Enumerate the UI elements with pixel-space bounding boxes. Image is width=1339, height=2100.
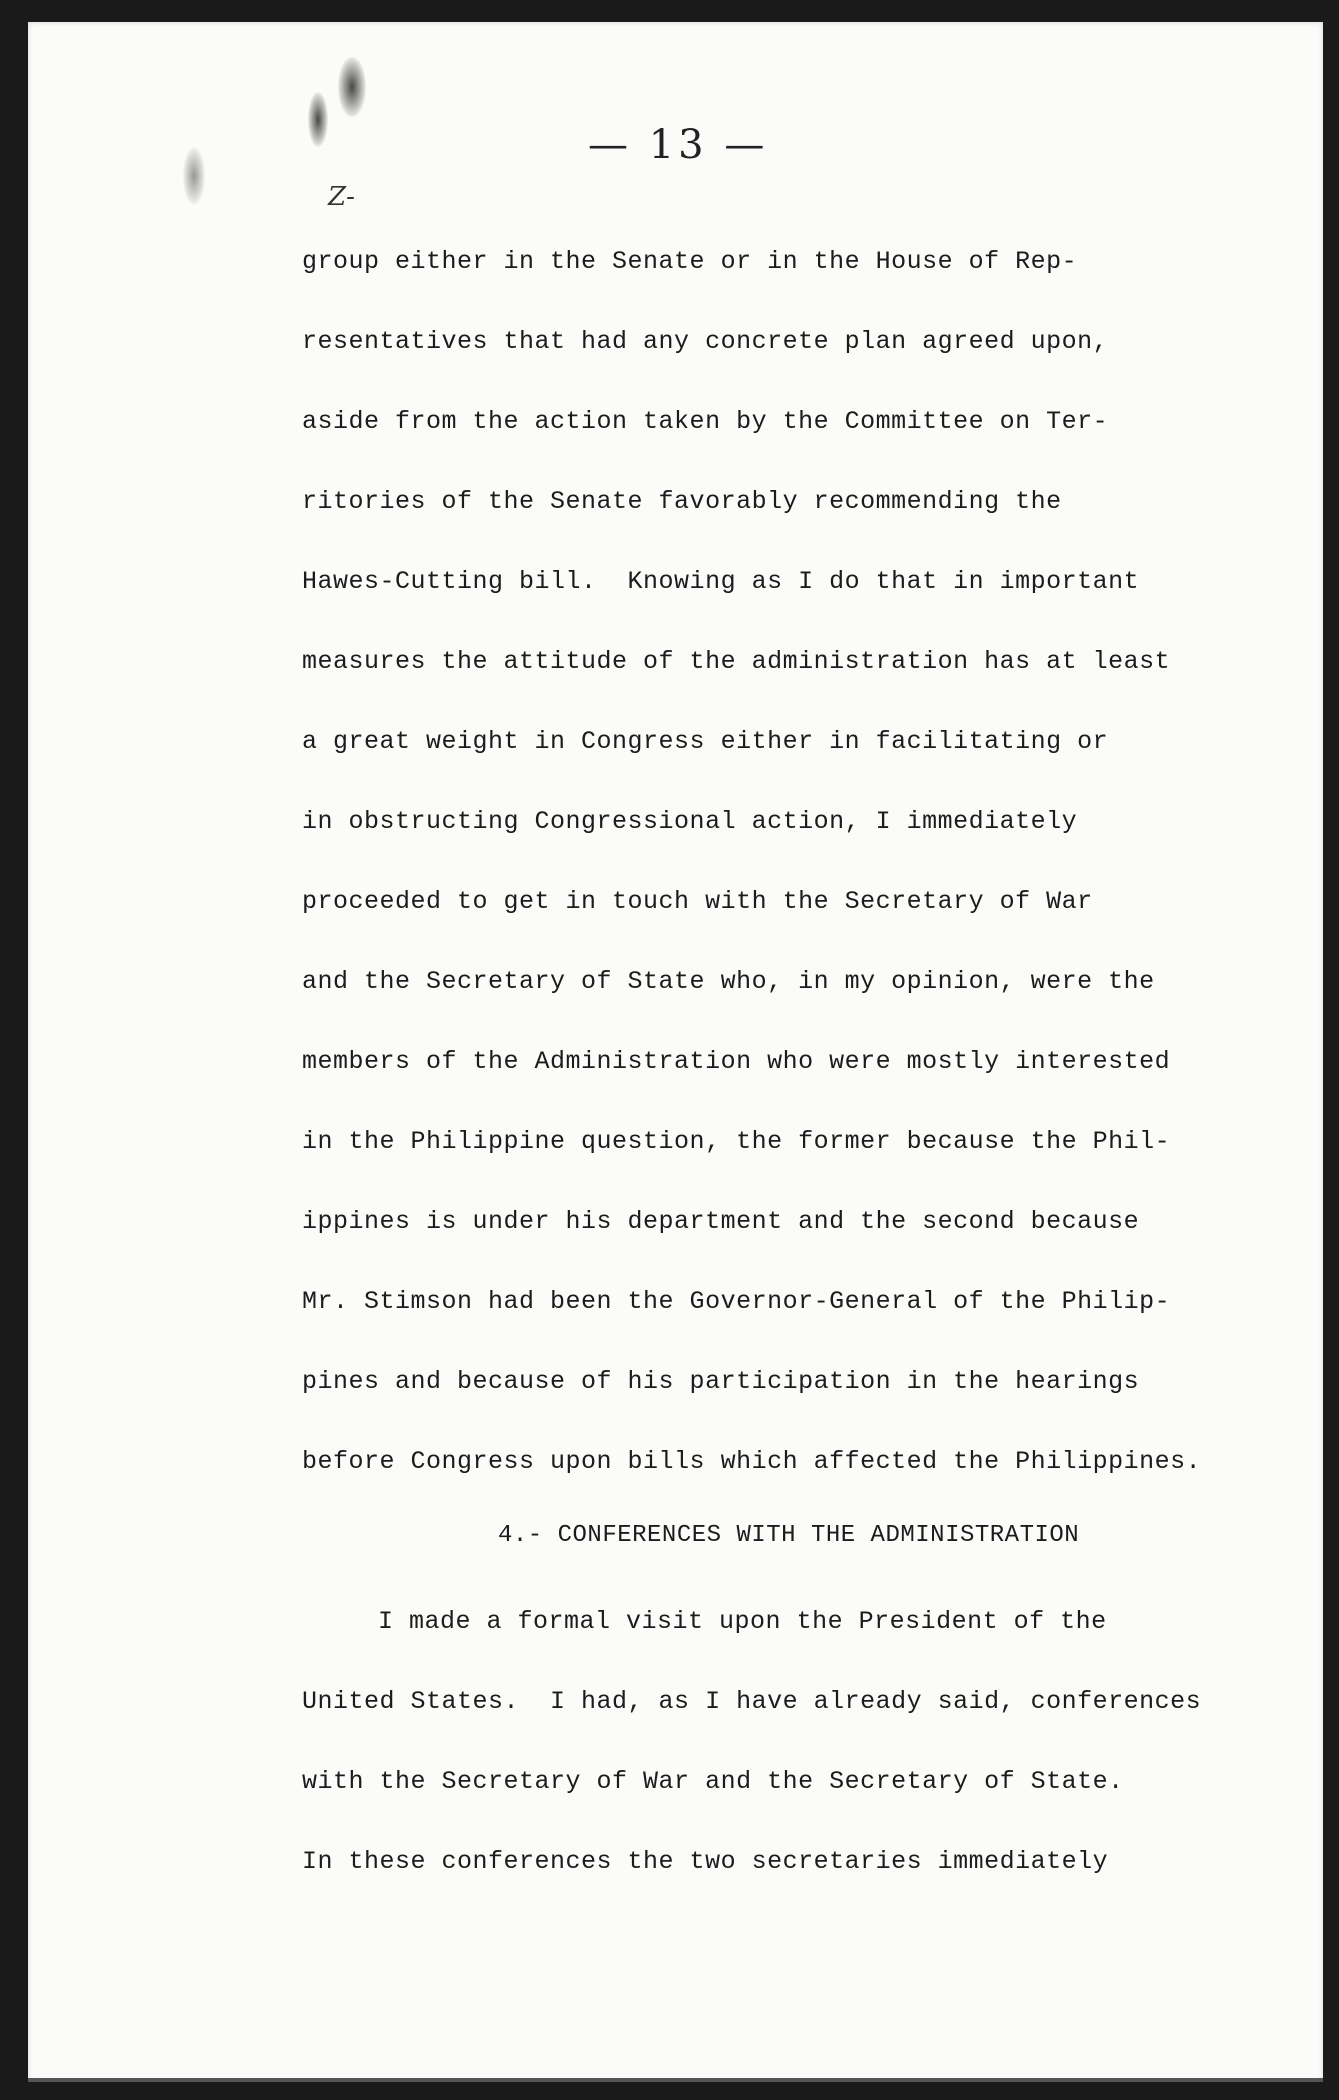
text-line: ippines is under his department and the second because bbox=[302, 1207, 1140, 1236]
text-line: measures the attitude of the administration has at least bbox=[302, 647, 1171, 676]
text-line: before Congress upon bills which affected the Philippines. bbox=[302, 1447, 1202, 1476]
text-line: with the Secretary of War and the Secretary of State. bbox=[302, 1767, 1124, 1796]
text-line: aside from the action taken by the Committee on Ter- bbox=[302, 407, 1109, 436]
text-line: Mr. Stimson had been the Governor-General of the Philip- bbox=[302, 1287, 1171, 1316]
text-line: pines and because of his participation in the hearings bbox=[302, 1367, 1140, 1396]
document-page bbox=[28, 22, 1323, 2082]
text-line: members of the Administration who were mostly interested bbox=[302, 1047, 1171, 1076]
text-line: proceeded to get in touch with the Secretary of War bbox=[302, 887, 1093, 916]
typed-body-text bbox=[28, 22, 1323, 2082]
page-bottom-edge bbox=[28, 2078, 1323, 2082]
text-line: a great weight in Congress either in facilitating or bbox=[302, 727, 1109, 756]
text-line: in the Philippine question, the former because the Phil- bbox=[302, 1127, 1171, 1156]
margin-mark: Z- bbox=[328, 182, 355, 212]
text-line: in obstructing Congressional action, I immediately bbox=[302, 807, 1078, 836]
text-line: Hawes-Cutting bill. Knowing as I do that in important bbox=[302, 567, 1140, 596]
text-line: I made a formal visit upon the President of the bbox=[378, 1607, 1107, 1636]
text-line: ritories of the Senate favorably recommending the bbox=[302, 487, 1062, 516]
text-line: United States. I had, as I have already said, conferences bbox=[302, 1687, 1202, 1716]
text-line: resentatives that had any concrete plan agreed upon, bbox=[302, 327, 1109, 356]
text-line: and the Secretary of State who, in my opinion, were the bbox=[302, 967, 1155, 996]
text-line: In these conferences the two secretaries immediately bbox=[302, 1847, 1109, 1876]
text-line: group either in the Senate or in the House of Rep- bbox=[302, 247, 1078, 276]
page-number: — 13 — bbox=[588, 122, 769, 168]
section-heading: 4.- CONFERENCES WITH THE ADMINISTRATION bbox=[498, 1522, 1080, 1549]
